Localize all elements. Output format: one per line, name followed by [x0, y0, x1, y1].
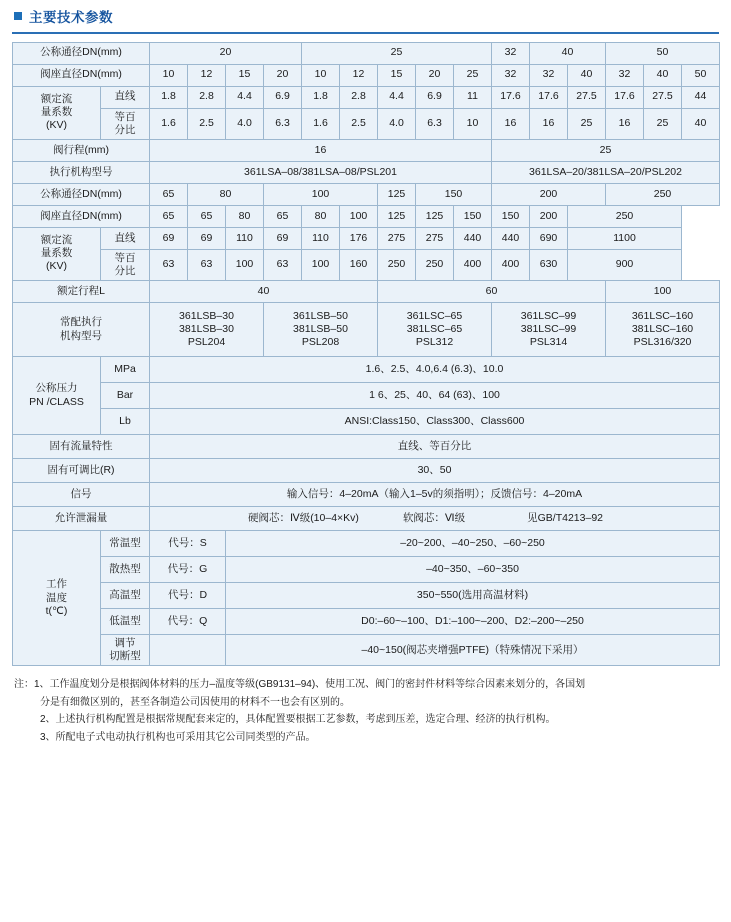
- temp-value: 350~550(选用高温材料): [226, 583, 720, 609]
- label-line: 调节: [114, 637, 136, 649]
- label-line: 量系数: [40, 247, 73, 260]
- seat-value: 80: [226, 205, 264, 227]
- actuator-model-line: 361LSC–99: [520, 309, 577, 322]
- row-label-seat-big: 阀座直径DN(mm): [13, 205, 150, 227]
- stroke-value: 60: [378, 281, 606, 303]
- kv-linear-value: 440: [454, 227, 492, 249]
- row-label-actuator-big: [13, 303, 150, 357]
- label-line: (KV): [46, 260, 67, 273]
- actuator-model-line: 381LSC–99: [520, 322, 577, 335]
- pressure-unit: Lb: [101, 409, 150, 435]
- dn-value: 20: [150, 42, 302, 64]
- kv-percent-value: 4.0: [226, 108, 264, 139]
- pressure-unit: Bar: [101, 383, 150, 409]
- row-seat-small: [13, 64, 720, 86]
- temp-type: 高温型: [101, 583, 150, 609]
- actuator-model-line: 361LSB–50: [293, 309, 348, 322]
- row-label-actuator-small: 执行机构型号: [13, 161, 150, 183]
- row-kv-big-linear: [13, 227, 720, 249]
- temp-value: –20~200、–40~250、–60~250: [226, 531, 720, 557]
- kv-percent-value: 1.6: [150, 108, 188, 139]
- seat-value: 32: [606, 64, 644, 86]
- kv-percent-value: 10: [454, 108, 492, 139]
- actuator-value: 361LSA–08/381LSA–08/PSL201: [150, 161, 492, 183]
- rangeability-value: 30、50: [150, 459, 720, 483]
- row-pressure-bar: [13, 383, 720, 409]
- temp-code: 代号：G: [150, 557, 226, 583]
- seat-value: 80: [302, 205, 340, 227]
- stroke-value: 40: [150, 281, 378, 303]
- temp-code: 代号：Q: [150, 609, 226, 635]
- kv-linear-value: 69: [264, 227, 302, 249]
- seat-value: 65: [188, 205, 226, 227]
- seat-value: 32: [492, 64, 530, 86]
- dn-value: 40: [530, 42, 606, 64]
- label-line: 机构型号: [60, 329, 102, 342]
- row-signal: [13, 483, 720, 507]
- kv-linear-value: 17.6: [606, 86, 644, 108]
- row-pressure-mpa: [13, 357, 720, 383]
- kv-percent-value: 16: [530, 108, 568, 139]
- seat-value: 15: [378, 64, 416, 86]
- signal-value: 输入信号：4–20mA（输入1–5v的须指明）；反馈信号：4–20mA: [150, 483, 720, 507]
- row-label-seat-small: 阀座直径DN(mm): [13, 64, 150, 86]
- leakage-part: 软阀芯：Ⅵ级: [402, 511, 466, 524]
- seat-value: 250: [568, 205, 682, 227]
- footnote-3: 3、所配电子式电动执行机构也可采用其它公司同类型的产品。: [40, 731, 316, 743]
- temp-code: 代号：S: [150, 531, 226, 557]
- seat-value: 20: [264, 64, 302, 86]
- label-line: 额定流: [40, 234, 73, 247]
- label-line: 公称压力: [35, 382, 78, 395]
- seat-value: 12: [340, 64, 378, 86]
- actuator-model: [150, 303, 264, 357]
- kv-linear-value: 69: [188, 227, 226, 249]
- label-line: t(℃): [45, 604, 68, 617]
- row-label-stroke-big: 额定行程L: [13, 281, 150, 303]
- label-line: 工作: [46, 578, 67, 591]
- label-line: 切断型: [109, 650, 141, 663]
- seat-value: 200: [530, 205, 568, 227]
- actuator-model-line: 361LSB–30: [179, 309, 234, 322]
- kv-linear-value: 110: [226, 227, 264, 249]
- seat-value: 65: [264, 205, 302, 227]
- dn-value: 25: [302, 42, 492, 64]
- row-label-leakage: 允许泄漏量: [13, 507, 150, 531]
- footnotes: [14, 676, 717, 746]
- kv-linear-value: 4.4: [378, 86, 416, 108]
- kv-linear-value: 17.6: [492, 86, 530, 108]
- stroke-value: 25: [492, 139, 720, 161]
- kv-percent-value: 16: [606, 108, 644, 139]
- seat-value: 100: [340, 205, 378, 227]
- kv-linear-value: 2.8: [188, 86, 226, 108]
- row-rangeability: [13, 459, 720, 483]
- row-seat-big: [13, 205, 720, 227]
- kv-linear-value: 110: [302, 227, 340, 249]
- kv-linear-value: 1100: [568, 227, 682, 249]
- row-label-stroke-small: 阀行程(mm): [13, 139, 150, 161]
- page-title: [0, 0, 731, 30]
- dn-value: 125: [378, 183, 416, 205]
- temp-type: 散热型: [101, 557, 150, 583]
- actuator-model: [378, 303, 492, 357]
- label-line: 等百: [114, 110, 136, 123]
- kv-percent-value: 2.5: [340, 108, 378, 139]
- actuator-model-line: 361LSC–160: [631, 309, 694, 322]
- flow-char-value: 直线、等百分比: [150, 435, 720, 459]
- kv-linear-value: 176: [340, 227, 378, 249]
- pressure-unit: MPa: [101, 357, 150, 383]
- seat-value: 10: [302, 64, 340, 86]
- row-actuator-small: [13, 161, 720, 183]
- dn-value: 32: [492, 42, 530, 64]
- seat-value: 50: [682, 64, 720, 86]
- kv-linear-value: 4.4: [226, 86, 264, 108]
- label-line: 温度: [46, 591, 67, 604]
- kv-percent-value: 1.6: [302, 108, 340, 139]
- kv-percent-value: 25: [644, 108, 682, 139]
- kv-percent-value: 63: [188, 249, 226, 280]
- seat-value: 10: [150, 64, 188, 86]
- dn-value: 50: [606, 42, 720, 64]
- temp-value: –40~350、–60~350: [226, 557, 720, 583]
- kv-percent-value: 100: [302, 249, 340, 280]
- seat-value: 20: [416, 64, 454, 86]
- pressure-value: 1.6、2.5、4.0,6.4 (6.3)、10.0: [150, 357, 720, 383]
- row-kv-small-linear: [13, 86, 720, 108]
- kv-percent-value: 2.5: [188, 108, 226, 139]
- kv-linear-value: 275: [378, 227, 416, 249]
- kv-percent-value: 900: [568, 249, 682, 280]
- pressure-value: ANSI:Class150、Class300、Class600: [150, 409, 720, 435]
- row-flow-char: [13, 435, 720, 459]
- row-temp-5: [13, 635, 720, 666]
- kv-linear-value: 2.8: [340, 86, 378, 108]
- row-dn-small: [13, 42, 720, 64]
- kv-percent-value: 160: [340, 249, 378, 280]
- seat-value: 12: [188, 64, 226, 86]
- temp-code: [150, 635, 226, 666]
- footnote-1: 注：1、工作温度划分是根据阀体材料的压力–温度等级(GB9131–94)、使用工况、阀门的密封件材料等综合因素来划分的，各国划: [14, 679, 586, 691]
- row-label-dn-big: 公称通径DN(mm): [13, 183, 150, 205]
- kv-linear-value: 690: [530, 227, 568, 249]
- label-line: PN /CLASS: [29, 395, 84, 408]
- kv-percent-value: 630: [530, 249, 568, 280]
- kv-percent-value: 250: [378, 249, 416, 280]
- kv-percent-value: 400: [492, 249, 530, 280]
- dn-value: 150: [416, 183, 492, 205]
- kv-percent-value: 40: [682, 108, 720, 139]
- seat-value: 150: [454, 205, 492, 227]
- row-pressure-lb: [13, 409, 720, 435]
- kv-linear-value: 6.9: [264, 86, 302, 108]
- kv-linear-value: 27.5: [568, 86, 606, 108]
- row-actuator-big: [13, 303, 720, 357]
- actuator-model-line: PSL208: [301, 336, 340, 349]
- seat-value: 32: [530, 64, 568, 86]
- dn-value: 250: [606, 183, 720, 205]
- stroke-value: 100: [606, 281, 720, 303]
- actuator-model-line: 381LSC–65: [406, 322, 463, 335]
- actuator-model-line: PSL316/320: [633, 336, 692, 349]
- label-line: 量系数: [40, 106, 73, 119]
- footnote-1b: 分是有细微区别的，甚至各制造公司因使用的材料不一也会有区别的。: [40, 696, 350, 708]
- actuator-model-line: PSL204: [187, 336, 226, 349]
- row-dn-big: [13, 183, 720, 205]
- row-temp-3: [13, 583, 720, 609]
- kv-percent-value: 400: [454, 249, 492, 280]
- sub-label-linear: 直线: [101, 86, 150, 108]
- kv-linear-value: 17.6: [530, 86, 568, 108]
- actuator-model-line: PSL312: [415, 336, 454, 349]
- row-label-kv-small: [13, 86, 101, 139]
- square-marker-icon: [14, 12, 22, 20]
- kv-percent-value: 6.3: [416, 108, 454, 139]
- sub-label-linear: 直线: [101, 227, 150, 249]
- label-line: 额定流: [40, 92, 73, 105]
- seat-value: 15: [226, 64, 264, 86]
- dn-value: 100: [264, 183, 378, 205]
- seat-value: 25: [454, 64, 492, 86]
- temp-type: 低温型: [101, 609, 150, 635]
- dn-value: 65: [150, 183, 188, 205]
- kv-linear-value: 440: [492, 227, 530, 249]
- seat-value: 65: [150, 205, 188, 227]
- kv-linear-value: 1.8: [150, 86, 188, 108]
- technical-parameters-table: [12, 42, 720, 667]
- page-title-text: 主要技术参数: [29, 10, 113, 25]
- dn-value: 80: [188, 183, 264, 205]
- row-kv-big-percent: [13, 249, 720, 280]
- kv-linear-value: 275: [416, 227, 454, 249]
- kv-percent-value: 4.0: [378, 108, 416, 139]
- actuator-model-line: 381LSB–30: [179, 322, 234, 335]
- row-label-pressure: [13, 357, 101, 435]
- footnote-2: 2、上述执行机构配置是根据常规配套来定的，具体配置要根据工艺参数，考虑到压差，选定合理、经济的执行机构。: [40, 714, 556, 726]
- row-stroke-small: [13, 139, 720, 161]
- row-label-rangeability: 固有可调比(R): [13, 459, 150, 483]
- row-label-dn-small: 公称通径DN(mm): [13, 42, 150, 64]
- actuator-model: [606, 303, 720, 357]
- row-kv-small-percent: [13, 108, 720, 139]
- seat-value: 40: [568, 64, 606, 86]
- temp-type: 常温型: [101, 531, 150, 557]
- title-divider: [12, 32, 719, 34]
- row-label-flow-char: 固有流量特性: [13, 435, 150, 459]
- kv-linear-value: 1.8: [302, 86, 340, 108]
- kv-percent-value: 100: [226, 249, 264, 280]
- kv-linear-value: 69: [150, 227, 188, 249]
- leakage-part: 见GB/T4213–92: [527, 511, 604, 524]
- row-temp-2: [13, 557, 720, 583]
- temp-value: D0:–60~–100、D1:–100~–200、D2:–200~–250: [226, 609, 720, 635]
- stroke-value: 16: [150, 139, 492, 161]
- row-temp-1: [13, 531, 720, 557]
- kv-percent-value: 16: [492, 108, 530, 139]
- dn-value: 200: [492, 183, 606, 205]
- actuator-model-line: 381LSB–50: [293, 322, 348, 335]
- row-temp-4: [13, 609, 720, 635]
- sub-label-percent: [101, 249, 150, 280]
- actuator-model-line: 381LSC–160: [631, 322, 694, 335]
- seat-value: 125: [378, 205, 416, 227]
- row-stroke-big: [13, 281, 720, 303]
- label-line: 常配执行: [60, 316, 102, 329]
- row-leakage: [13, 507, 720, 531]
- label-line: (KV): [46, 119, 67, 132]
- kv-percent-value: 63: [264, 249, 302, 280]
- sub-label-percent: [101, 108, 150, 139]
- kv-linear-value: 27.5: [644, 86, 682, 108]
- seat-value: 125: [416, 205, 454, 227]
- temp-value: –40~150(阀芯夹增强PTFE)（特殊情况下采用）: [226, 635, 720, 666]
- actuator-model: [264, 303, 378, 357]
- kv-percent-value: 250: [416, 249, 454, 280]
- actuator-value: 361LSA–20/381LSA–20/PSL202: [492, 161, 720, 183]
- kv-percent-value: 25: [568, 108, 606, 139]
- temp-type: [101, 635, 150, 666]
- row-label-signal: 信号: [13, 483, 150, 507]
- row-label-kv-big: [13, 227, 101, 280]
- label-line: 分比: [114, 264, 136, 277]
- kv-linear-value: 44: [682, 86, 720, 108]
- kv-linear-value: 6.9: [416, 86, 454, 108]
- leakage-value: [150, 507, 720, 531]
- kv-linear-value: 11: [454, 86, 492, 108]
- row-label-temp: [13, 531, 101, 666]
- seat-value: 40: [644, 64, 682, 86]
- seat-value: 150: [492, 205, 530, 227]
- kv-percent-value: 6.3: [264, 108, 302, 139]
- pressure-value: 1 6、25、40、64 (63)、100: [150, 383, 720, 409]
- actuator-model-line: PSL314: [529, 336, 568, 349]
- label-line: 等百: [114, 251, 136, 264]
- actuator-model-line: 361LSC–65: [406, 309, 463, 322]
- leakage-part: 硬阀芯：Ⅳ级(10–4×Kv): [248, 511, 359, 524]
- label-line: 分比: [114, 123, 136, 136]
- actuator-model: [492, 303, 606, 357]
- temp-code: 代号：D: [150, 583, 226, 609]
- kv-percent-value: 63: [150, 249, 188, 280]
